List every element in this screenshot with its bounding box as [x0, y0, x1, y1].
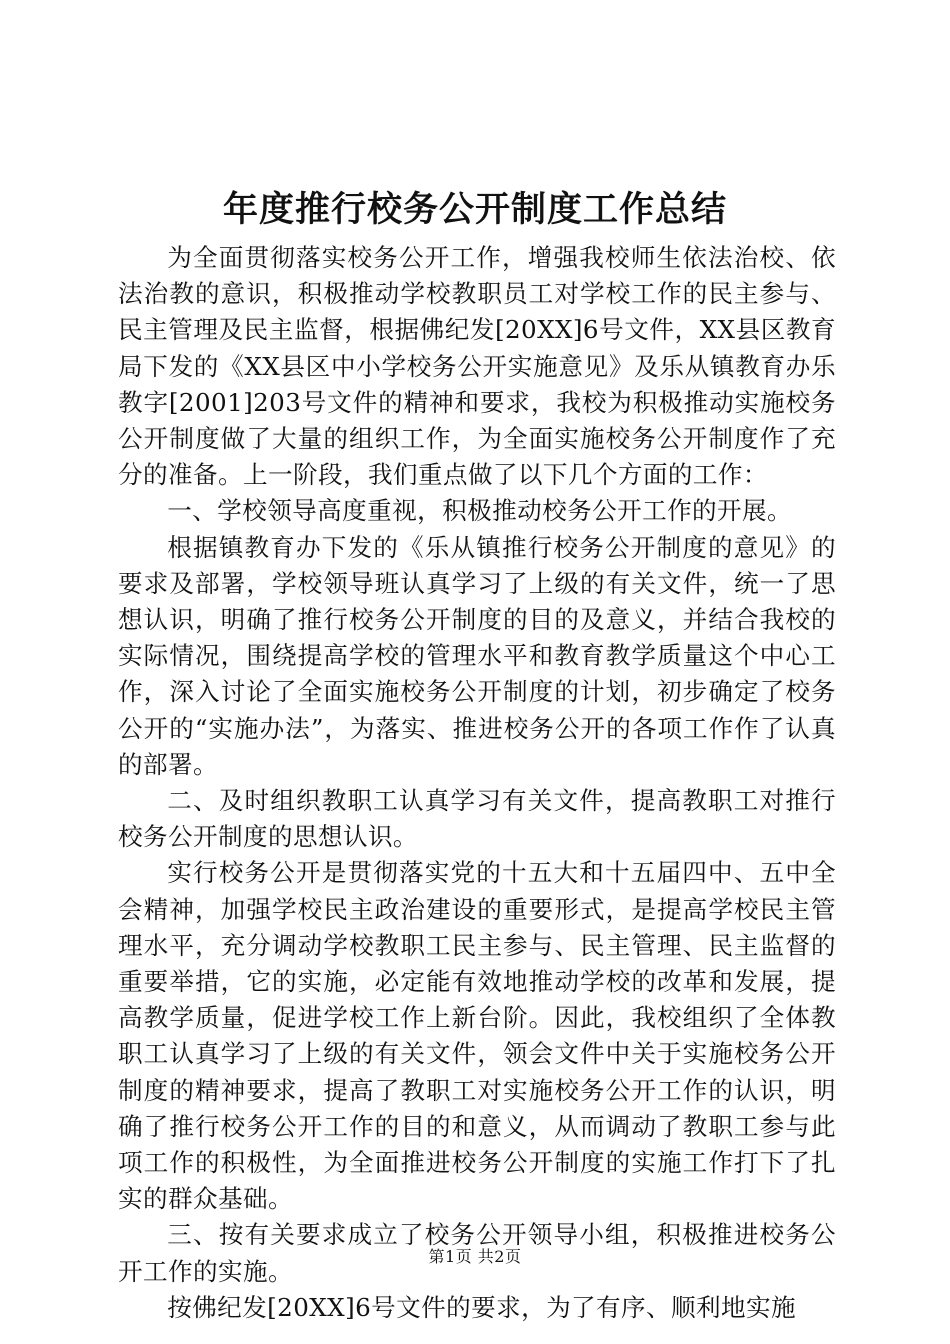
paragraph-body-2: 实行校务公开是贯彻落实党的十五大和十五届四中、五中全会精神，加强学校民主政治建设的重要形式，是提高学校民主管理水平，充分调动学校教职工民主参与、民主管理、民主监督的重要举措，它的实施，必定能有效地推动学校的改革和发展，提高教学质量，促进学校工作上新台阶。因此，我校组织了全体教职工认真学习了上级的有关文件，领会文件中关于实施校务公开制度的精神要求，提高了教职工对实施校务公开工作的认识，明确了推行校务公开工作的目的和意义，从而调动了教职工参与此项工作的积极性，为全面推进校务公开制度的实施工作打下了扎实的群众基础。: [118, 858, 836, 1214]
paragraph-body-3: 按佛纪发[20XX]6号文件的要求，为了有序、顺利地实施: [167, 1292, 797, 1322]
paragraph-heading-3: 三、按有关要求成立了校务公开领导小组，积极推进校务公开工作的实施。: [118, 1220, 836, 1286]
paragraph-intro: 为全面贯彻落实校务公开工作，增强我校师生依法治校、依法治教的意识，积极推动学校教职员工对学校工作的民主参与、民主管理及民主监督，根据佛纪发[20XX]6号文件，XX县区教育局下发的《XX县区中小学校务公开实施意见》及乐从镇教育办乐教字[2001]203号文件的精神和要求，我校为积极推动实施校务公开制度做了大量的组织工作，为全面实施校务公开制度作了充分的准备。上一阶段，我们重点做了以下几个方面的工作：: [118, 243, 836, 490]
paragraph-heading-2: 二、及时组织教职工认真学习有关文件，提高教职工对推行校务公开制度的思想认识。: [118, 786, 836, 852]
document-body: [118, 240, 836, 1326]
page-footer: 第1页 共2页: [428, 1247, 522, 1266]
paragraph-heading-1: 一、学校领导高度重视，积极推动校务公开工作的开展。: [167, 496, 793, 526]
document-title: 年度推行校务公开制度工作总结: [222, 189, 727, 230]
paragraph-body-1: 根据镇教育办下发的《乐从镇推行校务公开制度的意见》的要求及部署，学校领导班认真学习了上级的有关文件，统一了思想认识，明确了推行校务公开制度的目的及意义，并结合我校的实际情况，围绕提高学校的管理水平和教育教学质量这个中心工作，深入讨论了全面实施校务公开制度的计划，初步确定了校务公开的“实施办法”，为落实、推进校务公开的各项工作作了认真的部署。: [118, 532, 836, 779]
